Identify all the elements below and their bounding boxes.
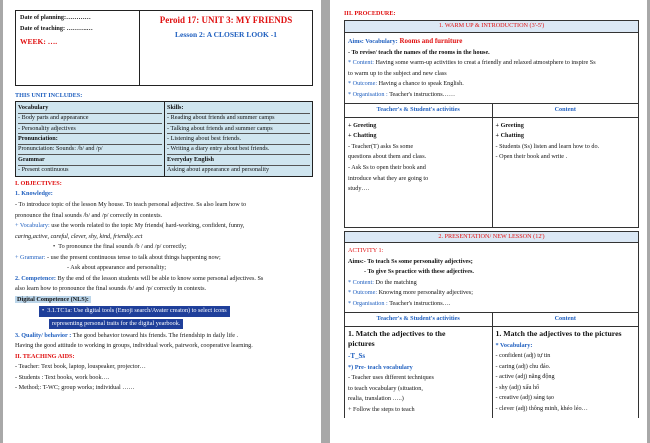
aims-value: Rooms and furniture bbox=[397, 36, 463, 45]
header-dates bbox=[16, 11, 140, 85]
includes-col-2 bbox=[164, 102, 312, 176]
vocab-line-2: caring,active, careful, clever, shy, kind, friendly..ect bbox=[15, 232, 143, 240]
outcome-label: * Outcome: bbox=[348, 80, 378, 88]
knowledge-line-1: - To introduce topic of the lesson My house. To teach personal adjective. Ss also learn how to bbox=[15, 200, 247, 208]
organisation-text: Teacher's instructions…… bbox=[387, 90, 456, 98]
content-text-2: to warm up to the subject and new class bbox=[348, 69, 447, 77]
pres-activity-line: to teach vocabulary (situation, bbox=[348, 384, 423, 392]
activity-line: study…. bbox=[348, 185, 370, 193]
vocab-bullet-text: To pronounce the final sounds /b / and /p/ correctly; bbox=[58, 243, 187, 251]
digital-competence-label: Digital Competence (NLS): bbox=[17, 295, 89, 303]
inc-item: - Reading about friends and summer camps bbox=[167, 114, 310, 124]
week-label: WEEK: …. bbox=[20, 36, 58, 46]
quality-line-2: Having the good attitude to working in groups, individual work, pairwork, cooperative learning. bbox=[15, 342, 253, 350]
pres-outcome-label: * Outcome: bbox=[348, 289, 378, 297]
grammar-line-2: - Ask about appearance and personality; bbox=[67, 264, 167, 272]
warmup-table-header bbox=[345, 103, 638, 116]
warmup-table bbox=[344, 20, 639, 227]
content-text: Having some warm-up activities to creat a friendly and relaxed atmostphere to inspire Ss bbox=[373, 59, 596, 67]
quality-text: The good behavior toward his friends. The friendship in daily life . bbox=[71, 331, 239, 339]
pres-activity-line: 1. Match the adjectives to the bbox=[348, 328, 446, 338]
aims-line: - To revise/ teach the names of the rooms in the house. bbox=[348, 48, 490, 56]
activity-line: - Ask Ss to open their book and bbox=[348, 164, 426, 171]
grammar-label: + Grammar: bbox=[15, 253, 46, 261]
objectives-heading: I. OBJECTIVES: bbox=[15, 179, 62, 187]
content-line: - Open their book and write . bbox=[495, 153, 568, 161]
pres-organisation-text: Teacher's instructions…. bbox=[389, 299, 451, 307]
vocab-item: - creative (adj) sáng tạo bbox=[495, 394, 554, 402]
warmup-table-body bbox=[345, 117, 638, 227]
presentation-title: 2. PRESENTATION/ NEW LESSON (12') bbox=[345, 232, 638, 243]
activity-line: introduce what they are going to bbox=[348, 174, 429, 182]
competence-label: 2. Competence: bbox=[15, 274, 56, 282]
presentation-table-header bbox=[345, 312, 638, 325]
lesson-title: Lesson 2: A CLOSER LOOK -1 bbox=[175, 30, 277, 40]
quality-line-1 bbox=[15, 332, 313, 340]
pres-aims-1: Aims:- To teach Ss some personality adjectives; bbox=[348, 257, 473, 265]
content-line: - Students (Ss) listen and learn how to do. bbox=[495, 142, 600, 150]
activity-line: + Chatting bbox=[348, 132, 377, 140]
pres-activity-line: pictures bbox=[348, 339, 375, 349]
digital-text-1: 3.1.TC1a: Use digital tools (Emoji search/Avater creaton) to select icons bbox=[47, 307, 227, 315]
pres-activity-line: + Follow the steps to teach bbox=[348, 405, 415, 413]
pres-activity-line: -T_Ss bbox=[348, 352, 366, 361]
col-activities-header: Teacher's & Student's activities bbox=[376, 106, 460, 114]
vocab-item: - active (adj) năng động bbox=[495, 373, 555, 381]
grammar-line-1 bbox=[15, 254, 313, 262]
organisation-label: * Organisation : bbox=[348, 90, 388, 98]
peroid-title: Peroid 17: UNIT 3: MY FRIENDS bbox=[159, 15, 293, 25]
warmup-aims-cell bbox=[345, 33, 638, 104]
includes-title: THIS UNIT INCLUDES: bbox=[15, 92, 83, 99]
pres-col-activities-header: Teacher's & Student's activities bbox=[376, 315, 460, 323]
left-page bbox=[3, 0, 321, 443]
col-content-header: Content bbox=[492, 104, 639, 116]
digital-line-1 bbox=[15, 306, 313, 316]
warmup-content bbox=[492, 118, 639, 227]
aid-students: - Students : Text books, work book…. bbox=[15, 373, 110, 381]
includes-col-1 bbox=[16, 102, 164, 176]
activity-line: + Greeting bbox=[348, 121, 377, 129]
warmup-activities bbox=[345, 118, 492, 227]
competence-line-1 bbox=[15, 275, 313, 283]
activity-label: ACTIVITY 1: bbox=[348, 247, 384, 255]
pres-content-label: * Content: bbox=[348, 278, 374, 286]
header-title bbox=[140, 11, 312, 85]
activity-line: questions about them and class. bbox=[348, 153, 427, 161]
inc-item: Everyday English bbox=[167, 155, 310, 165]
grammar-text: - use the present continuous tense to talk about things happening now; bbox=[45, 253, 221, 261]
digital-highlight-1: • 3.1.TC1a: Use digital tools (Emoji search/Avater creaton) to select icons bbox=[39, 306, 230, 316]
aid-teacher: - Teacher: Text book, laptop, louspeaker, projector… bbox=[15, 363, 146, 371]
pres-content-head: 1. Match the adjectives to the pictures bbox=[495, 328, 622, 338]
pres-content-text: Do the matching bbox=[375, 278, 417, 286]
digital-highlight-2: representing personal traits for the digital yearbook. bbox=[49, 319, 183, 329]
vocab-item: - confident (adj) tự tin bbox=[495, 352, 551, 360]
inc-item: - Present continuous bbox=[18, 166, 69, 174]
date-of-teaching: Date of teaching: ……….… bbox=[20, 25, 93, 33]
vocab-label: + Vocabulary: bbox=[15, 222, 50, 230]
pres-activity-line: realia, translation …..) bbox=[348, 395, 404, 403]
inc-item: Asking about appearance and personality bbox=[167, 166, 270, 174]
vocab-item: - shy (adj) xấu hổ bbox=[495, 383, 540, 391]
inc-item: - Talking about friends and summer camps bbox=[167, 124, 310, 134]
presentation-table-body bbox=[345, 326, 638, 419]
content-line: + Chatting bbox=[495, 132, 524, 140]
competence-text: By the end of the lesson students will be able to know some personal adjectives. Ss bbox=[55, 274, 264, 282]
date-of-planning: Date of planning:………… bbox=[20, 14, 91, 21]
inc-item: - Writing a diary entry about best friends. bbox=[167, 145, 310, 155]
right-page bbox=[330, 0, 647, 443]
vocab-item: - clever (adj) thông minh, khéo léo… bbox=[495, 404, 588, 412]
header-table bbox=[15, 10, 313, 86]
pres-content bbox=[492, 327, 639, 419]
pres-organisation-label: * Organisation : bbox=[348, 299, 388, 307]
pres-activities bbox=[345, 327, 492, 419]
procedure-heading: III. PROCEDURE: bbox=[344, 10, 396, 17]
vocab-line-3: • To pronounce the final sounds /b / and /p/ correctly; bbox=[53, 243, 187, 251]
knowledge-line-2: pronounce the final sounds /b/ and /p/ correctly in contexts. bbox=[15, 211, 163, 219]
inc-item: Pronunciation: bbox=[18, 134, 162, 144]
presentation-aims-cell bbox=[345, 243, 638, 312]
inc-item: Skills: bbox=[167, 103, 310, 113]
pres-vocab-label: * Vocabulary: bbox=[495, 341, 533, 349]
competence-line-2: also learn how to pronounce the final sounds /b/ and /p/ correctly in contexts. bbox=[15, 285, 207, 293]
inc-item: Grammar bbox=[18, 155, 162, 165]
pres-col-content-header: Content bbox=[492, 313, 639, 325]
outcome-text: Having a chance to speak English. bbox=[377, 80, 464, 88]
vocab-item: - caring (adj) chu đáo. bbox=[495, 362, 551, 370]
pres-aims-2: - To give Ss practice with these adjectives. bbox=[364, 268, 474, 276]
pres-activity-line: *) Pre- teach vocabulary bbox=[348, 363, 413, 371]
inc-item: - Personality adjectives bbox=[18, 124, 162, 134]
inc-item: - Body parts and appearance bbox=[18, 114, 162, 124]
presentation-table bbox=[344, 231, 639, 419]
inc-item: - Listening about best friends. bbox=[167, 134, 310, 144]
pres-outcome-text: Knowing more personality adjectives; bbox=[378, 289, 473, 297]
inc-item: Pronunciation: Sounds: /b/ and /p/ bbox=[18, 145, 162, 155]
knowledge-heading: 1. Knowledge: bbox=[15, 190, 53, 198]
warmup-title: 1. WARM UP & INTRODUCTION (3'-5') bbox=[345, 21, 638, 32]
aid-method: - Method;: T-WC; group works; individual …… bbox=[15, 384, 135, 392]
vocab-text: use the words related to the topic My friends( hard-working, confident, funny, bbox=[49, 222, 245, 230]
includes-table bbox=[15, 101, 313, 177]
vocab-line-1 bbox=[15, 222, 313, 230]
inc-item: Vocabulary bbox=[18, 103, 162, 113]
teaching-aids-heading: II. TEACHING AIDS: bbox=[15, 352, 75, 360]
activity-line: - Teacher(T) asks Ss some bbox=[348, 142, 414, 150]
aims-label: Aims: Vocabulary: bbox=[348, 37, 398, 45]
content-label: * Content: bbox=[348, 59, 374, 67]
content-line: + Greeting bbox=[495, 121, 524, 129]
digital-line-2 bbox=[15, 319, 313, 329]
pres-activity-line: - Teacher uses different techniques bbox=[348, 374, 434, 382]
quality-label: 3. Quality/ behavior : bbox=[15, 331, 72, 339]
